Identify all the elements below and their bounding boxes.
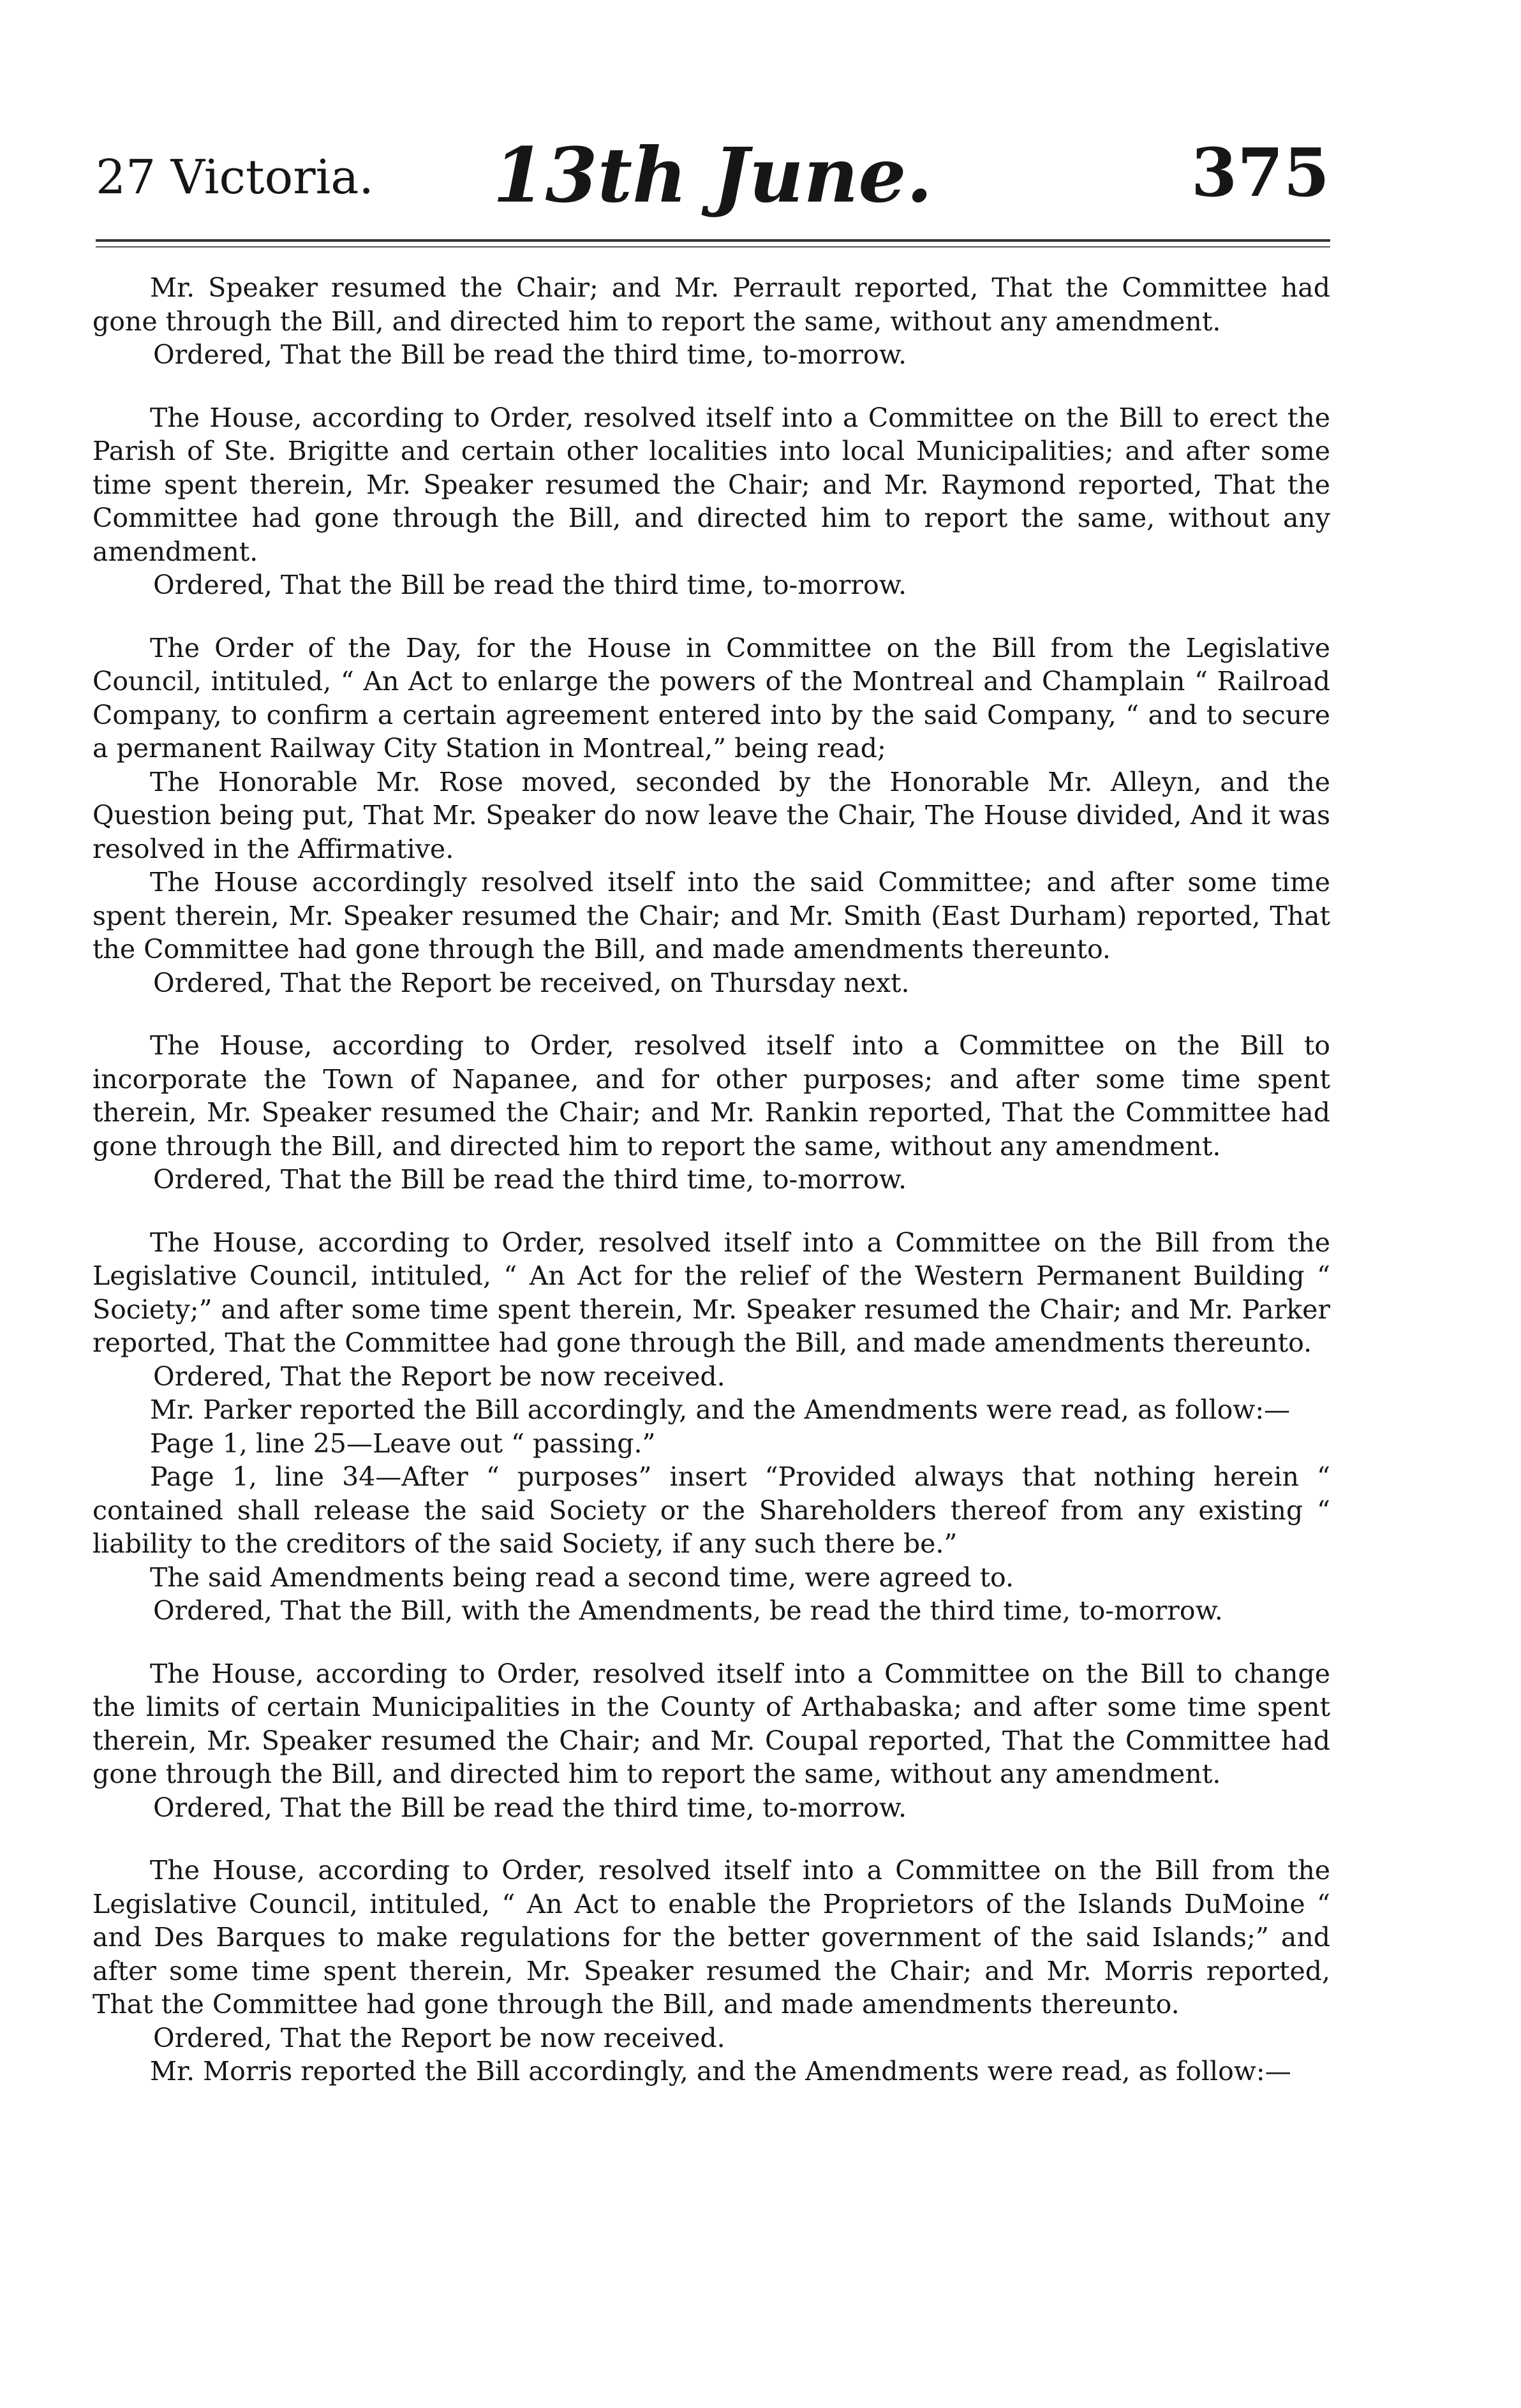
order-entry: Ordered, That the Bill be read the third time, to-morrow. [153,1792,907,1823]
order-entry: Ordered, That the Report be now received. [153,2022,725,2053]
journal-paragraph: The House, according to Order, resolved itself into a Committee on the Bill to change the limits of certain Municipalities in the County of Arthabaska; and after some time spent therein, Mr. Speaker resumed the Chair; and Mr. Coupal reported, That the Committee had gone through the Bill, and directed him to report the same, without any amendment. [93,1658,1330,1789]
journal-paragraph: Mr. Parker reported the Bill accordingly, and the Amendments were read, as follow:— [150,1394,1291,1425]
paragraph-gap [93,372,1330,401]
running-header [96,131,1330,226]
paragraph-gap [93,1824,1330,1854]
header-rule [96,239,1330,242]
order-entry: Ordered, That the Bill be read the third time, to-morrow. [153,1164,907,1195]
paragraph-gap [93,602,1330,632]
regnal-year: 27 Victoria. [96,150,374,205]
journal-paragraph: The House accordingly resolved itself into the said Committee; and after some time spent therein, Mr. Speaker resumed the Chair; and Mr. Smith (East Durham) reported, That the Committee had gone through the Bill, and made amendments thereunto. [93,867,1330,964]
paragraph-gap [93,1628,1330,1657]
journal-body [93,271,1330,2088]
journal-paragraph: The Honorable Mr. Rose moved, seconded by the Honorable Mr. Alleyn, and the Question being put, That Mr. Speaker do now leave the Chair, The House divided, And it was resolved in the Affirmative. [93,766,1330,864]
journal-paragraph: Mr. Speaker resumed the Chair; and Mr. Perrault reported, That the Committee had gone through the Bill, and directed him to report the same, without any amendment. [93,272,1330,337]
order-entry: Ordered, That the Bill be read the third time, to-morrow. [153,339,907,370]
journal-paragraph: Page 1, line 34—After “ purposes” insert “Provided always that nothing herein “ contained shall release the said Society or the Shareholders thereof from any existing “ liability to the creditors of the said Society, if any such there be.” [93,1461,1330,1559]
paragraph-gap [93,1000,1330,1029]
order-entry: Ordered, That the Bill, with the Amendments, be read the third time, to-morrow. [153,1595,1223,1626]
header-rule-thin [96,246,1330,247]
sitting-date: 13th June. [493,131,933,219]
journal-paragraph: The House, according to Order, resolved itself into a Committee on the Bill from the Legislative Council, intituled, “ An Act for the relief of the Western Permanent Building “ Society;” and after some time spent therein, Mr. Speaker resumed the Chair; and Mr. Parker reported, That the Committee had gone through the Bill, and made amendments thereunto. [93,1227,1330,1358]
journal-paragraph: The House, according to Order, resolved itself into a Committee on the Bill to erect the Parish of Ste. Brigitte and certain other localities into local Municipalities; and after some time spent therein, Mr. Speaker resumed the Chair; and Mr. Raymond reported, That the Committee had gone through the Bill, and directed him to report the same, without any amendment. [93,402,1330,567]
journal-paragraph: Mr. Morris reported the Bill accordingly, and the Amendments were read, as follow:— [150,2056,1291,2087]
order-entry: Ordered, That the Bill be read the third time, to-morrow. [153,570,907,600]
journal-paragraph: Page 1, line 25—Leave out “ passing.” [150,1428,656,1459]
paragraph-gap [93,1197,1330,1226]
journal-paragraph: The House, according to Order, resolved itself into a Committee on the Bill to incorporate the Town of Napanee, and for other purposes; and after some time spent therein, Mr. Speaker resumed the Chair; and Mr. Rankin reported, That the Committee had gone through the Bill, and directed him to report the same, without any amendment. [93,1030,1330,1162]
journal-paragraph: The Order of the Day, for the House in Committee on the Bill from the Legislative Council, intituled, “ An Act to enlarge the powers of the Montreal and Champlain “ Railroad Company, to confirm a certain agreement entered into by the said Company, “ and to secure a permanent Railway City Station in Montreal,” being read; [93,632,1330,764]
page-number: 375 [1191,133,1330,212]
order-entry: Ordered, That the Report be received, on Thursday next. [153,967,910,998]
journal-paragraph: The said Amendments being read a second time, were agreed to. [150,1562,1014,1593]
order-entry: Ordered, That the Report be now received. [153,1361,725,1392]
journal-paragraph: The House, according to Order, resolved itself into a Committee on the Bill from the Legislative Council, intituled, “ An Act to enable the Proprietors of the Islands DuMoine “ and Des Barques to make regulations for the better government of the said Islands;” and after some time spent therein, Mr. Speaker resumed the Chair; and Mr. Morris reported, That the Committee had gone through the Bill, and made amendments thereunto. [93,1855,1330,2020]
